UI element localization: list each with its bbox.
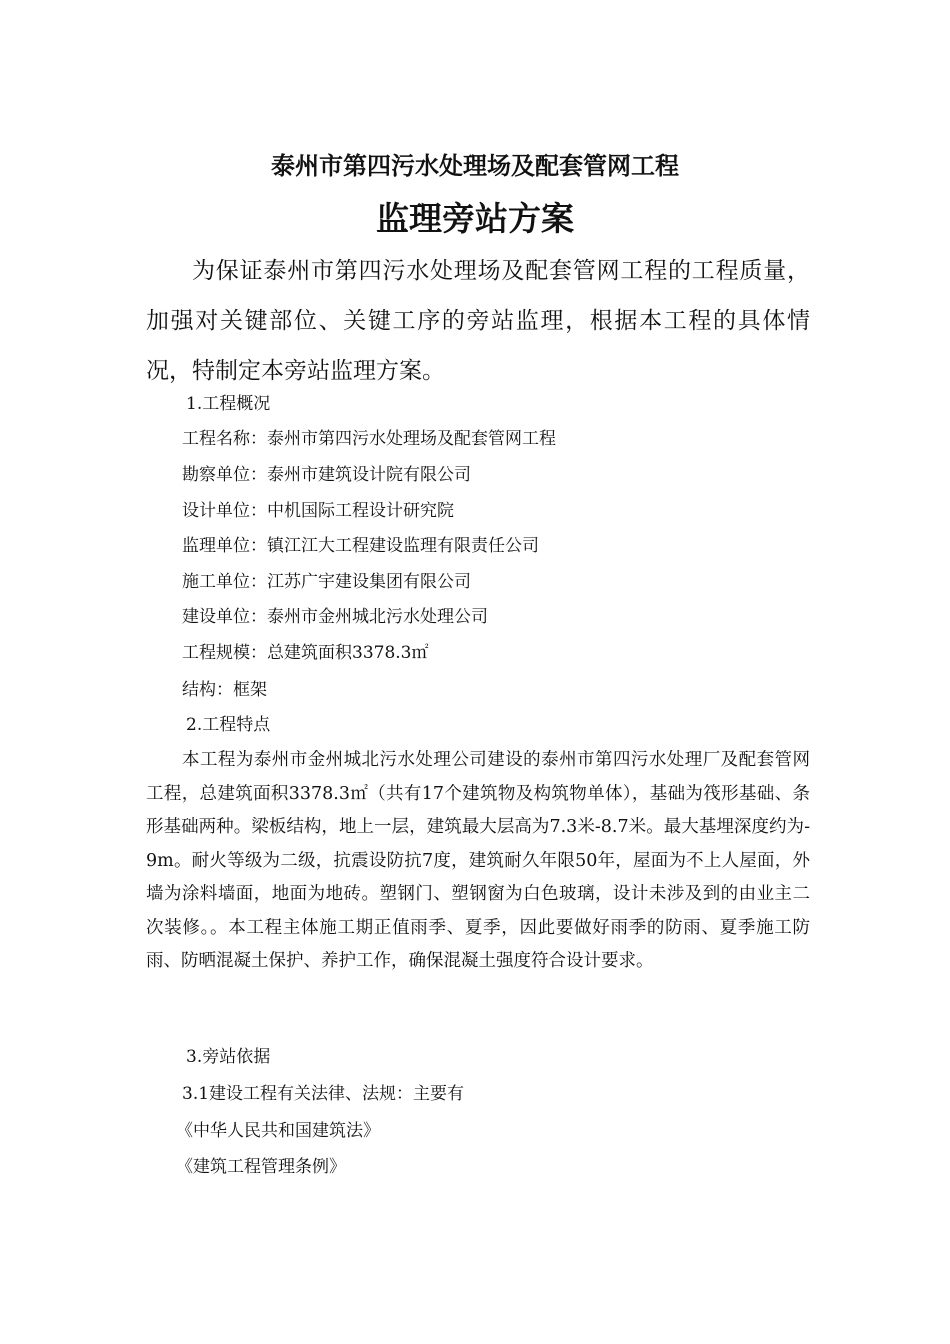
overview-project-name: 工程名称：泰州市第四污水处理场及配套管网工程 bbox=[182, 429, 556, 449]
overview-survey-unit: 勘察单位：泰州市建筑设计院有限公司 bbox=[182, 465, 471, 485]
overview-scale: 工程规模：总建筑面积3378.3㎡ bbox=[182, 643, 429, 663]
section-heading-features: 2.工程特点 bbox=[186, 715, 271, 735]
basis-laws-heading: 3.1建设工程有关法律、法规：主要有 bbox=[182, 1084, 465, 1104]
law-item: 《建筑工程管理条例》 bbox=[176, 1157, 346, 1177]
overview-design-unit: 设计单位：中机国际工程设计研究院 bbox=[182, 501, 454, 521]
overview-supervision-unit: 监理单位：镇江江大工程建设监理有限责任公司 bbox=[182, 536, 539, 556]
document-title: 泰州市第四污水处理场及配套管网工程 bbox=[271, 152, 679, 180]
features-paragraph: 本工程为泰州市金州城北污水处理公司建设的泰州市第四污水处理厂及配套管网工程，总建筑面积3378.3㎡（共有17个建筑物及构筑物单体），基础为筏形基础、条形基础两种。梁板结构，地上一层，建筑最大层高为7.3米-8.7米。最大基埋深度约为-9m。耐火等级为二级，抗震设防抗7度，建筑耐久年限50年，屋面为不上人屋面，外墙为涂料墙面，地面为地砖。塑钢门、塑钢窗为白色玻璃，设计未涉及到的由业主二次装修。。本工程主体施工期正值雨季、夏季，因此要做好雨季的防雨、夏季施工防雨、防晒混凝土保护、养护工作，确保混凝土强度符合设计要求。 bbox=[146, 750, 810, 971]
section-heading-basis: 3.旁站依据 bbox=[186, 1047, 271, 1067]
document-subtitle: 监理旁站方案 bbox=[376, 199, 574, 238]
overview-owner-unit: 建设单位：泰州市金州城北污水处理公司 bbox=[182, 607, 488, 627]
intro-paragraph: 为保证泰州市第四污水处理场及配套管网工程的工程质量，加强对关键部位、关键工序的旁站监理，根据本工程的具体情况，特制定本旁站监理方案。 bbox=[146, 258, 810, 384]
overview-construction-unit: 施工单位：江苏广宇建设集团有限公司 bbox=[182, 572, 471, 592]
overview-structure: 结构：框架 bbox=[182, 680, 267, 700]
section-heading-overview: 1.工程概况 bbox=[186, 394, 271, 414]
law-item: 《中华人民共和国建筑法》 bbox=[176, 1121, 380, 1141]
